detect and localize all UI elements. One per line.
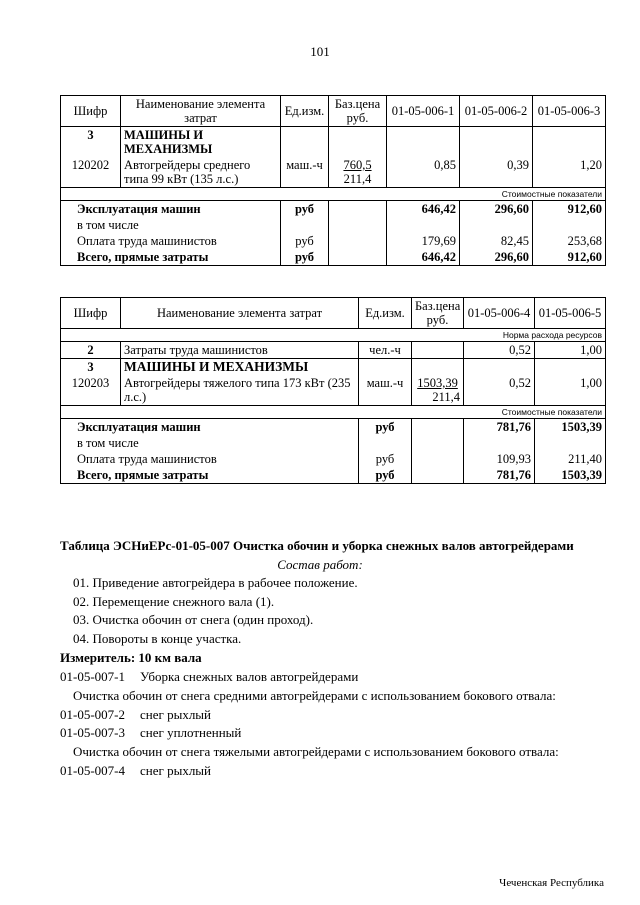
item-value-3: 1,20 (533, 157, 606, 188)
labor-unit: чел.-ч (359, 342, 412, 359)
row-name: в том числе (61, 435, 359, 451)
row-value-2: 296,60 (460, 201, 533, 218)
entry-text: снег рыхлый (140, 763, 211, 778)
table-row (61, 419, 606, 436)
base-price-bottom: 211,4 (343, 172, 372, 186)
col-header-base-price: Баз.цена руб. (329, 96, 387, 127)
entry-code: 01-05-007-2 (60, 707, 125, 722)
section-number: 3 (61, 127, 121, 158)
entry-text: Уборка снежных валов автогрейдерами (140, 669, 359, 684)
entry-code: 01-05-007-4 (60, 763, 125, 778)
row-value-2: 211,40 (535, 451, 606, 467)
base-price-bottom: 211,4 (432, 390, 460, 404)
work-step: 02. Перемещение снежного вала (1). (73, 594, 275, 609)
table-title: Таблица ЭСНиЕРс-01-05-007 Очистка обочин и уборка снежных валов автогрейдерами (60, 538, 574, 553)
col-header-rate-2: 01-05-006-2 (460, 96, 533, 127)
row-unit: руб (359, 451, 412, 467)
row-value-1: 646,42 (387, 201, 460, 218)
table-row (61, 127, 606, 158)
table-row (61, 375, 606, 406)
col-header-name: Наименование элемента затрат (121, 96, 281, 127)
composition-heading: Состав работ: (277, 557, 363, 572)
row-name: Эксплуатация машин (61, 201, 281, 218)
row-name: Эксплуатация машин (61, 419, 359, 436)
row-name: Оплата труда машинистов (61, 451, 359, 467)
measure-unit: Измеритель: 10 км вала (60, 650, 202, 665)
table-header-row (61, 298, 606, 329)
entry-code: 01-05-007-3 (60, 725, 125, 740)
resource-table-006-1-3 (60, 95, 606, 266)
labor-value-1: 0,52 (464, 342, 535, 359)
table-row (61, 217, 606, 233)
row-name: в том числе (61, 217, 281, 233)
table-row (61, 249, 606, 266)
work-step: 01. Приведение автогрейдера в рабочее положение. (73, 575, 358, 590)
col-header-unit: Ед.изм. (359, 298, 412, 329)
page-number: 101 (310, 44, 330, 59)
base-price-top: 760,5 (343, 158, 372, 172)
row-unit: руб (281, 201, 329, 218)
col-header-rate-4: 01-05-006-4 (464, 298, 535, 329)
col-header-code: Шифр (61, 96, 121, 127)
row-name: Всего, прямые затраты (61, 467, 359, 484)
footer-region-name: Чеченская Республика (499, 877, 604, 889)
col-header-unit: Ед.изм. (281, 96, 329, 127)
row-name: Всего, прямые затраты (61, 249, 281, 266)
work-step: 03. Очистка обочин от снега (один проход). (73, 612, 314, 627)
row-unit: руб (359, 467, 412, 484)
row-value-1: 179,69 (387, 233, 460, 249)
item-name: Автогрейдеры среднего типа 99 кВт (135 л.с.) (121, 157, 281, 188)
col-header-base-price: Баз.цена руб. (412, 298, 464, 329)
item-unit: маш.-ч (281, 157, 329, 188)
cost-indicators-label: Стоимостные показатели (61, 188, 606, 201)
entry-intro: Очистка обочин от снега средними автогрейдерами с использованием бокового отвала: (73, 688, 556, 703)
cost-label-row (61, 406, 606, 419)
norm-label: Норма расхода ресурсов (61, 329, 606, 342)
section-title: МАШИНЫ И МЕХАНИЗМЫ (121, 359, 359, 376)
table-row (61, 467, 606, 484)
norm-label-row (61, 329, 606, 342)
base-price-top: 1503,39 (417, 376, 458, 390)
item-value-2: 0,39 (460, 157, 533, 188)
labor-value-2: 1,00 (535, 342, 606, 359)
item-code: 120202 (61, 157, 121, 188)
cost-indicators-label: Стоимостные показатели (61, 406, 606, 419)
col-header-name: Наименование элемента затрат (121, 298, 359, 329)
labor-code: 2 (61, 342, 121, 359)
table-row (61, 435, 606, 451)
row-value-1: 646,42 (387, 249, 460, 266)
table-row (61, 157, 606, 188)
row-value-1: 109,93 (464, 451, 535, 467)
work-step: 04. Повороты в конце участка. (73, 631, 242, 646)
labor-name: Затраты труда машинистов (121, 342, 359, 359)
item-name: Автогрейдеры тяжелого типа 173 кВт (235 л.с.) (121, 375, 359, 406)
row-value-1: 781,76 (464, 467, 535, 484)
row-unit: руб (359, 419, 412, 436)
entry-code: 01-05-007-1 (60, 669, 125, 684)
row-name: Оплата труда машинистов (61, 233, 281, 249)
row-value-3: 912,60 (533, 201, 606, 218)
row-value-2: 296,60 (460, 249, 533, 266)
item-value-2: 1,00 (535, 375, 606, 406)
item-base-price (412, 375, 464, 406)
table-row (61, 359, 606, 376)
item-unit: маш.-ч (359, 375, 412, 406)
row-unit: руб (281, 249, 329, 266)
col-header-rate-3: 01-05-006-3 (533, 96, 606, 127)
col-header-code: Шифр (61, 298, 121, 329)
row-value-3: 253,68 (533, 233, 606, 249)
cost-label-row (61, 188, 606, 201)
row-unit: руб (281, 233, 329, 249)
table-row (61, 201, 606, 218)
row-value-3: 912,60 (533, 249, 606, 266)
col-header-rate-5: 01-05-006-5 (535, 298, 606, 329)
entry-intro: Очистка обочин от снега тяжелыми автогрейдерами с использованием бокового отвала: (73, 744, 559, 759)
item-value-1: 0,52 (464, 375, 535, 406)
row-value-2: 1503,39 (535, 419, 606, 436)
item-code: 120203 (61, 375, 121, 406)
col-header-rate-1: 01-05-006-1 (387, 96, 460, 127)
item-base-price (329, 157, 387, 188)
resource-table-006-4-5 (60, 297, 606, 484)
table-row (61, 233, 606, 249)
section-title: МАШИНЫ И МЕХАНИЗМЫ (121, 127, 281, 158)
item-value-1: 0,85 (387, 157, 460, 188)
row-value-1: 781,76 (464, 419, 535, 436)
entry-text: снег уплотненный (140, 725, 242, 740)
section-number: 3 (61, 359, 121, 376)
table-row (61, 451, 606, 467)
table-header-row (61, 96, 606, 127)
row-value-2: 82,45 (460, 233, 533, 249)
table-row (61, 342, 606, 359)
row-value-2: 1503,39 (535, 467, 606, 484)
entry-text: снег рыхлый (140, 707, 211, 722)
